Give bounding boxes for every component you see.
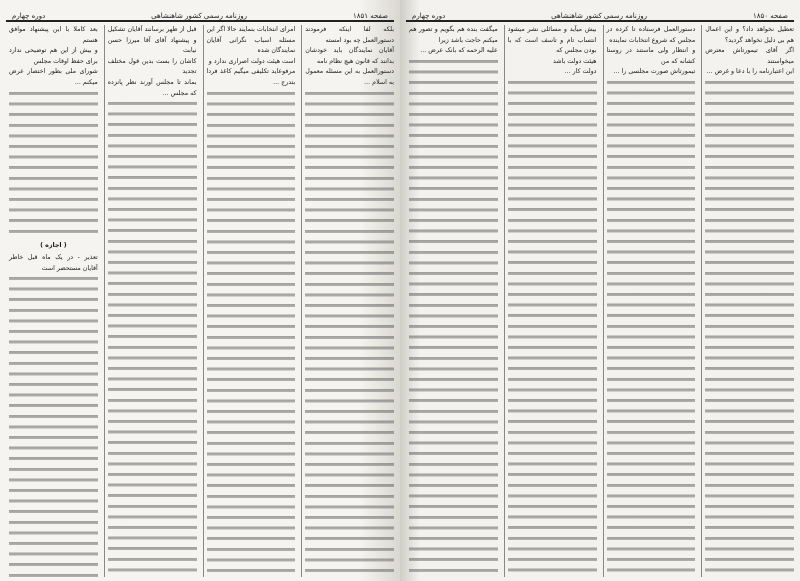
body-text bbox=[9, 274, 98, 577]
text-column bbox=[6, 25, 98, 577]
text-column bbox=[504, 25, 597, 577]
text-columns bbox=[6, 25, 394, 577]
volume-label: دوره چهارم bbox=[412, 12, 446, 20]
body-text bbox=[508, 78, 597, 577]
text-line: میگفت بنده هم بگویم و تصور هم میکنم حاجت باشد زیرا bbox=[409, 26, 498, 44]
text-column bbox=[701, 25, 794, 577]
text-line: بلکه لفا اینکه فرمودند دستورالعمل چه بود امسته bbox=[305, 26, 394, 44]
text-line: قبل از ظهر برسانند آقایان تشکیل و پیشنهاد آقای آقا میرزا حسن نیابت bbox=[107, 26, 197, 55]
body-text bbox=[207, 89, 296, 577]
text-line: تعطیل نخواهد داد؟ و این اعمال هم بی دلیل نخواهد گردید؟ bbox=[705, 26, 794, 44]
section-heading: ( اجازه ) bbox=[40, 241, 67, 249]
text-line: بعد کاملا با این پیشنهاد موافق هستم bbox=[9, 26, 98, 44]
body-text bbox=[9, 89, 98, 239]
newspaper-title: روزنامه رسمی کشور شاهنشاهی bbox=[551, 12, 647, 20]
text-line: است هیئت دولت اصراری ندارد و bbox=[208, 57, 296, 65]
text-line: بیش میآید و مسائلی نشر میشود انتساب تام و تاسف است که با بودن مجلس که bbox=[507, 26, 597, 55]
text-column bbox=[104, 25, 197, 577]
page-header bbox=[6, 6, 394, 22]
text-line: علیه الرحمه که بانک عرض ... bbox=[420, 47, 498, 55]
body-text bbox=[409, 57, 498, 577]
page-number: صفحه ۱۸۵۰ bbox=[752, 12, 788, 20]
text-column bbox=[406, 25, 498, 577]
text-line: و بیش از این هم توضیحی ندارد برای حفظ اوقات مجلس bbox=[9, 47, 98, 65]
text-columns bbox=[406, 25, 794, 577]
text-line: و انتظار ولی ماستند در روستا کشانه که من bbox=[606, 47, 696, 65]
right-page bbox=[400, 0, 800, 581]
body-text bbox=[607, 78, 696, 577]
volume-label: دوره چهارم bbox=[12, 12, 46, 20]
body-text bbox=[305, 89, 394, 577]
text-line: شورای ملی بطور اختصار عرض میکنم ... bbox=[9, 68, 98, 86]
text-line: اگر آقای تیمورتاش معترض میخواستند bbox=[705, 47, 794, 65]
text-line: دستورالعمل به این مسئله معمول به اسلام ... bbox=[305, 68, 394, 86]
page-header bbox=[406, 6, 794, 22]
text-column bbox=[301, 25, 394, 577]
text-line: هیئت دولت باشد bbox=[552, 57, 597, 65]
text-line: تیمورتاش صورت مجلسی را ... bbox=[613, 68, 696, 76]
text-line: کاشان را بست بدین قول مختلف تجدید bbox=[107, 57, 197, 76]
body-text bbox=[705, 78, 794, 577]
text-line: بماند تا مجلس آورند نظر پانزده که مجلس ... bbox=[107, 78, 197, 97]
text-line: تعذیر - در یک ماه قبل خاطر آقایان مستحضر است bbox=[9, 254, 98, 272]
text-line: این اعتبارنامه را با دعا و غرض ... bbox=[706, 68, 794, 76]
text-line: دستورالعمل فرستاده تا کرده در مجلس که شروع انتخابات نماینده bbox=[606, 26, 696, 44]
text-line: مرفوعاید تکلیفی میگیم کاغذ فردا بتدرج ... bbox=[206, 68, 296, 86]
text-line: امرای انتخابات بنمایند حالا اگر این مسئله اسباب نگرانی آقایان نمایندگان شده bbox=[206, 26, 296, 55]
page-number: صفحه ۱۸۵۱ bbox=[352, 12, 388, 20]
body-text bbox=[108, 99, 197, 577]
newspaper-title: روزنامه رسمی کشور شاهنشاهی bbox=[151, 12, 247, 20]
text-column bbox=[203, 25, 296, 577]
text-line: دولت کار ... bbox=[564, 68, 597, 76]
text-column bbox=[603, 25, 696, 577]
text-line: آقایان نمایندگان باید خودشان بدانند که قانون هیچ نظام نامه bbox=[305, 47, 394, 65]
